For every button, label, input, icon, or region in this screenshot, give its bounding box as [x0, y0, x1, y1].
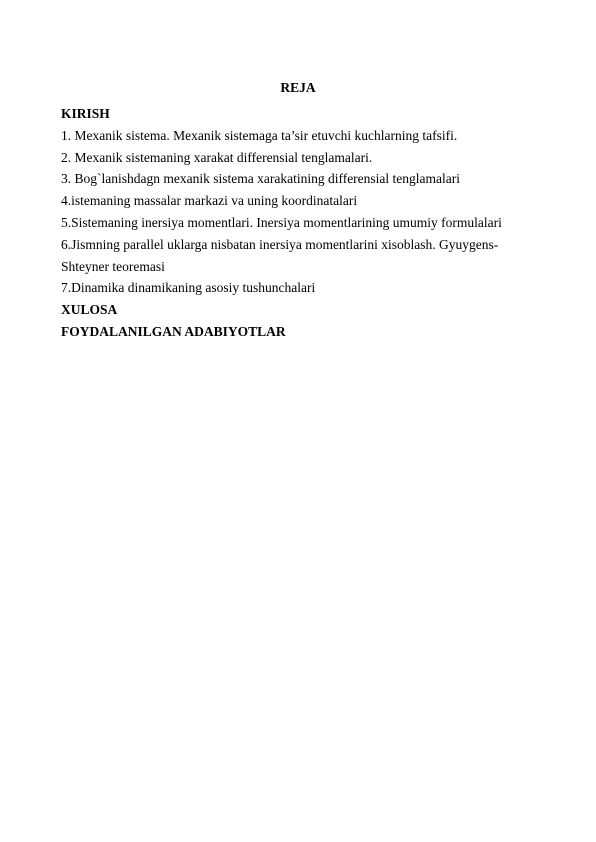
list-item: 3. Bog`lanishdagn mexanik sistema xarakatining differensial tenglamalari: [61, 171, 461, 187]
list-item: 1. Mexanik sistema. Mexanik sistemaga ta’sir etuvchi kuchlarning tafsifi.: [61, 127, 458, 143]
page-title: REJA: [280, 80, 316, 95]
list-item: 7.Dinamika dinamikaning asosiy tushunchalari: [61, 280, 316, 296]
list-item: 2. Mexanik sistemaning xarakat differensial tenglamalari.: [61, 149, 373, 165]
section-conclusion: XULOSA: [61, 302, 118, 318]
list-item: 5.Sistemaning inersiya momentlari. Inersiya momentlarining umumiy formulalari: [61, 214, 502, 230]
list-item: 4.istemaning massalar markazi va uning koordinatalari: [61, 193, 358, 209]
section-intro: KIRISH: [61, 106, 110, 121]
table-of-contents: [61, 103, 531, 343]
section-references: FOYDALANILGAN ADABIYOTLAR: [61, 323, 286, 339]
list-item-continuation: Shteyner teoremasi: [61, 258, 165, 274]
list-item: 6.Jismning parallel uklarga nisbatan inersiya momentlarini xisoblash. Gyuygens-: [61, 236, 499, 252]
